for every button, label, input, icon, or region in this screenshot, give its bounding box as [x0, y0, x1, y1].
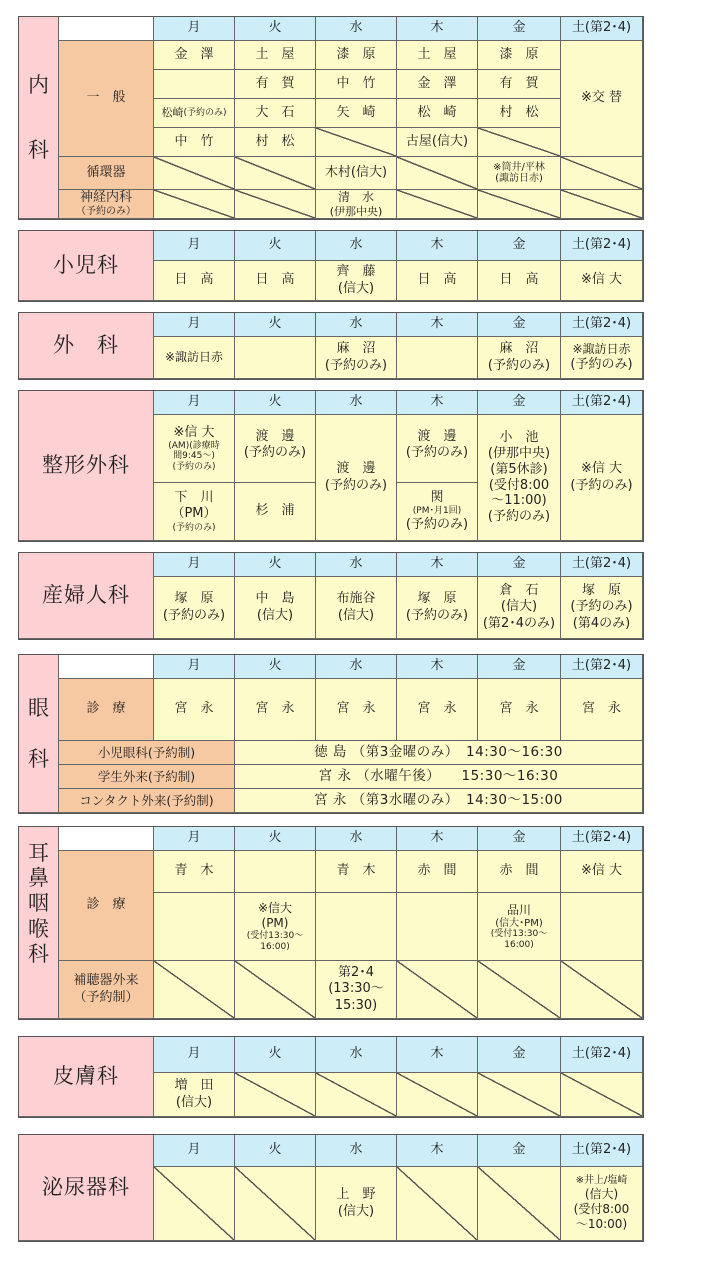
naika-sat-cell: ※交 替 [561, 41, 643, 157]
hifuka-mon: 増 田 (信大) [154, 1073, 235, 1117]
naika-cell: 漆 原 [478, 41, 561, 70]
hifuka-day-sat: 土(第2･4) [561, 1037, 643, 1073]
geka-day-tue: 火 [235, 313, 316, 337]
shonika-cell: 齊 藤 (信大) [316, 261, 397, 301]
shonika-day-tue: 火 [235, 231, 316, 261]
sanfujinka-dept-label: 産婦人科 [19, 553, 154, 639]
ganka-extra-text: 宮 永 （第3水曜のみ） 14:30～15:00 [235, 789, 643, 813]
geka-cell [397, 337, 478, 379]
hinyokika-empty-cell [154, 1167, 235, 1241]
geka-day-thu: 木 [397, 313, 478, 337]
seikei-section [18, 390, 644, 542]
hinyokika-day-sat: 土(第2･4) [561, 1135, 643, 1167]
geka-section [18, 312, 644, 380]
hifuka-day-mon: 月 [154, 1037, 235, 1073]
seikei-day-tue: 火 [235, 391, 316, 415]
naika-empty-cell [154, 157, 235, 190]
seikei-mon-pm: 下 川 （PM） (予約のみ) [154, 483, 235, 541]
jibika-sub-cell [154, 893, 235, 961]
naika-day-sat: 土(第2･4) [561, 17, 643, 41]
naika-empty-cell [397, 190, 478, 219]
seikei-day-thu: 木 [397, 391, 478, 415]
ganka-shinryo-label: 診 療 [59, 679, 154, 741]
ganka-cell: 宮 永 [397, 679, 478, 741]
jibika-sub-cell: ※信大 (PM) (受付13:30～ 16:00) [235, 893, 316, 961]
sanfujinka-section [18, 552, 644, 640]
geka-cell [235, 337, 316, 379]
ganka-cell: 宮 永 [478, 679, 561, 741]
ganka-extra-label: コンタクト外来(予約制) [59, 789, 235, 813]
jibika-shinryo-label: 診 療 [59, 851, 154, 961]
geka-day-wed: 水 [316, 313, 397, 337]
naika-cell: 有 賀 [478, 70, 561, 99]
sanfujinka-day-thu: 木 [397, 553, 478, 577]
hifuka-dept-label: 皮膚科 [19, 1037, 154, 1117]
jibika-empty-cell [478, 961, 561, 1019]
shonika-cell: 日 高 [478, 261, 561, 301]
hifuka-day-wed: 水 [316, 1037, 397, 1073]
naika-shinkei-label: 神経内科 （予約のみ） [59, 190, 154, 219]
hifuka-empty-cell [561, 1073, 643, 1117]
seikei-day-wed: 水 [316, 391, 397, 415]
naika-cell: 古屋(信大) [397, 128, 478, 157]
geka-cell: ※諏訪日赤 [154, 337, 235, 379]
hinyokika-day-tue: 火 [235, 1135, 316, 1167]
geka-day-sat: 土(第2･4) [561, 313, 643, 337]
seikei-day-sat: 土(第2･4) [561, 391, 643, 415]
naika-day-mon: 月 [154, 17, 235, 41]
seikei-fri: 小 池 (伊那中央) (第5休診) (受付8:00 ～11:00) (予約のみ) [478, 415, 561, 541]
shonika-day-mon: 月 [154, 231, 235, 261]
sanfujinka-day-wed: 水 [316, 553, 397, 577]
ganka-extra-text: 徳 島 （第3金曜のみ） 14:30～16:30 [235, 741, 643, 765]
shonika-cell: 日 高 [235, 261, 316, 301]
naika-cell: 松崎 (予約のみ) [154, 99, 235, 128]
naika-dept-label: 内 科 [19, 17, 59, 219]
hinyokika-empty-cell [235, 1167, 316, 1241]
jibika-hochoki-wed: 第2･4 (13:30～ 15:30) [316, 961, 397, 1019]
seikei-day-fri: 金 [478, 391, 561, 415]
ganka-extra-label: 学生外来(予約制) [59, 765, 235, 789]
hinyokika-day-wed: 水 [316, 1135, 397, 1167]
sanfujinka-day-mon: 月 [154, 553, 235, 577]
seikei-thu-bottom: 関 (PM･月1回) (予約のみ) [397, 483, 478, 541]
naika-cell: 金 澤 [397, 70, 478, 99]
naika-empty-cell [561, 157, 643, 190]
naika-empty-cell [478, 128, 561, 157]
shonika-day-fri: 金 [478, 231, 561, 261]
sanfujinka-cell: 塚 原 (予約のみ) (第4のみ) [561, 577, 643, 639]
hinyokika-empty-cell [478, 1167, 561, 1241]
seikei-mon-am: ※信 大 (AM)(診療時 間9:45～) (予約のみ) [154, 415, 235, 483]
ganka-cell: 宮 永 [561, 679, 643, 741]
naika-empty-cell [316, 128, 397, 157]
hinyokika-section [18, 1134, 644, 1242]
jibika-top-cell: 青 木 [316, 851, 397, 893]
geka-day-fri: 金 [478, 313, 561, 337]
naika-empty-cell [561, 190, 643, 219]
ganka-cell: 宮 永 [316, 679, 397, 741]
naika-cell: 漆 原 [316, 41, 397, 70]
ganka-extra-text: 宮 永 （水曜午後） 15:30～16:30 [235, 765, 643, 789]
shonika-day-sat: 土(第2･4) [561, 231, 643, 261]
jibika-sub-cell: 品川 (信大･PM) (受付13:30～ 16:00) [478, 893, 561, 961]
shonika-day-wed: 水 [316, 231, 397, 261]
hinyokika-sat: ※井上/塩崎 (信大) (受付8:00 ～10:00) [561, 1167, 643, 1241]
hifuka-day-tue: 火 [235, 1037, 316, 1073]
hifuka-empty-cell [235, 1073, 316, 1117]
jibika-section [18, 826, 644, 1020]
hifuka-day-fri: 金 [478, 1037, 561, 1073]
sanfujinka-cell: 塚 原 (予約のみ) [154, 577, 235, 639]
naika-junkanki-fri: ※筒井/平林 (諏訪日赤) [478, 157, 561, 190]
jibika-top-cell: ※信 大 [561, 851, 643, 893]
seikei-sat: ※信 大 (予約のみ) [561, 415, 643, 541]
jibika-dept-label: 耳 鼻 咽 喉 科 [19, 827, 59, 1019]
sanfujinka-day-tue: 火 [235, 553, 316, 577]
hinyokika-day-mon: 月 [154, 1135, 235, 1167]
seikei-wed: 渡 邊 (予約のみ) [316, 415, 397, 541]
geka-cell: 麻 沼 (予約のみ) [478, 337, 561, 379]
ganka-day-fri: 金 [478, 655, 561, 679]
naika-cell: 村 松 [235, 128, 316, 157]
hinyokika-day-fri: 金 [478, 1135, 561, 1167]
naika-day-tue: 火 [235, 17, 316, 41]
jibika-day-wed: 水 [316, 827, 397, 851]
naika-cell: 矢 崎 [316, 99, 397, 128]
ganka-section [18, 654, 644, 814]
naika-empty-cell [478, 190, 561, 219]
ganka-extra-label: 小児眼科(予約制) [59, 741, 235, 765]
naika-day-wed: 水 [316, 17, 397, 41]
geka-day-mon: 月 [154, 313, 235, 337]
jibika-sub-cell [561, 893, 643, 961]
jibika-day-mon: 月 [154, 827, 235, 851]
ganka-day-tue: 火 [235, 655, 316, 679]
jibika-empty-cell [235, 961, 316, 1019]
hifuka-section [18, 1036, 644, 1118]
shonika-cell: ※信 大 [561, 261, 643, 301]
hifuka-empty-cell [397, 1073, 478, 1117]
seikei-thu-top: 渡 邊 (予約のみ) [397, 415, 478, 483]
ganka-day-thu: 木 [397, 655, 478, 679]
jibika-hochoki-label: 補聴器外来 （予約制） [59, 961, 154, 1019]
shonika-cell: 日 高 [397, 261, 478, 301]
naika-section [18, 16, 644, 220]
sanfujinka-day-sat: 土(第2･4) [561, 553, 643, 577]
naika-empty-cell [154, 190, 235, 219]
naika-cell: 大 石 [235, 99, 316, 128]
naika-junkanki-label: 循環器 [59, 157, 154, 190]
naika-cell: 松 崎 [397, 99, 478, 128]
naika-cell: 金 澤 [154, 41, 235, 70]
naika-day-thu: 木 [397, 17, 478, 41]
naika-cell: 村 松 [478, 99, 561, 128]
shonika-dept-label: 小児科 [19, 231, 154, 301]
ganka-cell: 宮 永 [154, 679, 235, 741]
ganka-dept-label: 眼 科 [19, 655, 59, 813]
sanfujinka-cell: 布施谷 (信大) [316, 577, 397, 639]
jibika-empty-cell [561, 961, 643, 1019]
hinyokika-day-thu: 木 [397, 1135, 478, 1167]
jibika-empty-cell [154, 961, 235, 1019]
jibika-empty-cell [397, 961, 478, 1019]
sanfujinka-day-fri: 金 [478, 553, 561, 577]
hifuka-empty-cell [478, 1073, 561, 1117]
naika-empty-cell [235, 157, 316, 190]
naika-ippan-label: 一 般 [59, 41, 154, 157]
sanfujinka-cell: 倉 石 (信大) (第2･4のみ) [478, 577, 561, 639]
naika-empty-cell [397, 157, 478, 190]
seikei-dept-label: 整形外科 [19, 391, 154, 541]
hinyokika-empty-cell [397, 1167, 478, 1241]
naika-cell: 中 竹 [154, 128, 235, 157]
hifuka-day-thu: 木 [397, 1037, 478, 1073]
shonika-section [18, 230, 644, 302]
geka-cell: 麻 沼 (予約のみ) [316, 337, 397, 379]
naika-cell: 中 竹 [316, 70, 397, 99]
seikei-tue-bottom: 杉 浦 [235, 483, 316, 541]
naika-cell: 土 屋 [397, 41, 478, 70]
hinyokika-dept-label: 泌尿器科 [19, 1135, 154, 1241]
ganka-corner [59, 655, 154, 679]
seikei-tue-top: 渡 邊 (予約のみ) [235, 415, 316, 483]
naika-corner [59, 17, 154, 41]
hifuka-empty-cell [316, 1073, 397, 1117]
jibika-day-thu: 木 [397, 827, 478, 851]
ganka-cell: 宮 永 [235, 679, 316, 741]
sanfujinka-cell: 中 島 (信大) [235, 577, 316, 639]
jibika-corner [59, 827, 154, 851]
seikei-day-mon: 月 [154, 391, 235, 415]
naika-cell [154, 70, 235, 99]
naika-cell: 有 賀 [235, 70, 316, 99]
jibika-top-cell: 赤 間 [397, 851, 478, 893]
geka-dept-label: 外 科 [19, 313, 154, 379]
naika-shinkei-wed: 清 水 (伊那中央) [316, 190, 397, 219]
shonika-cell: 日 高 [154, 261, 235, 301]
geka-cell: ※諏訪日赤 (予約のみ) [561, 337, 643, 379]
naika-day-fri: 金 [478, 17, 561, 41]
ganka-day-sat: 土(第2･4) [561, 655, 643, 679]
jibika-sub-cell [316, 893, 397, 961]
naika-empty-cell [235, 190, 316, 219]
ganka-day-mon: 月 [154, 655, 235, 679]
sanfujinka-cell: 塚 原 (予約のみ) [397, 577, 478, 639]
shonika-day-thu: 木 [397, 231, 478, 261]
jibika-top-cell: 赤 間 [478, 851, 561, 893]
naika-junkanki-wed: 木村(信大) [316, 157, 397, 190]
jibika-day-fri: 金 [478, 827, 561, 851]
jibika-sub-cell [397, 893, 478, 961]
ganka-day-wed: 水 [316, 655, 397, 679]
jibika-day-tue: 火 [235, 827, 316, 851]
naika-cell: 土 屋 [235, 41, 316, 70]
jibika-top-cell [235, 851, 316, 893]
hinyokika-wed: 上 野 (信大) [316, 1167, 397, 1241]
jibika-top-cell: 青 木 [154, 851, 235, 893]
jibika-day-sat: 土(第2･4) [561, 827, 643, 851]
